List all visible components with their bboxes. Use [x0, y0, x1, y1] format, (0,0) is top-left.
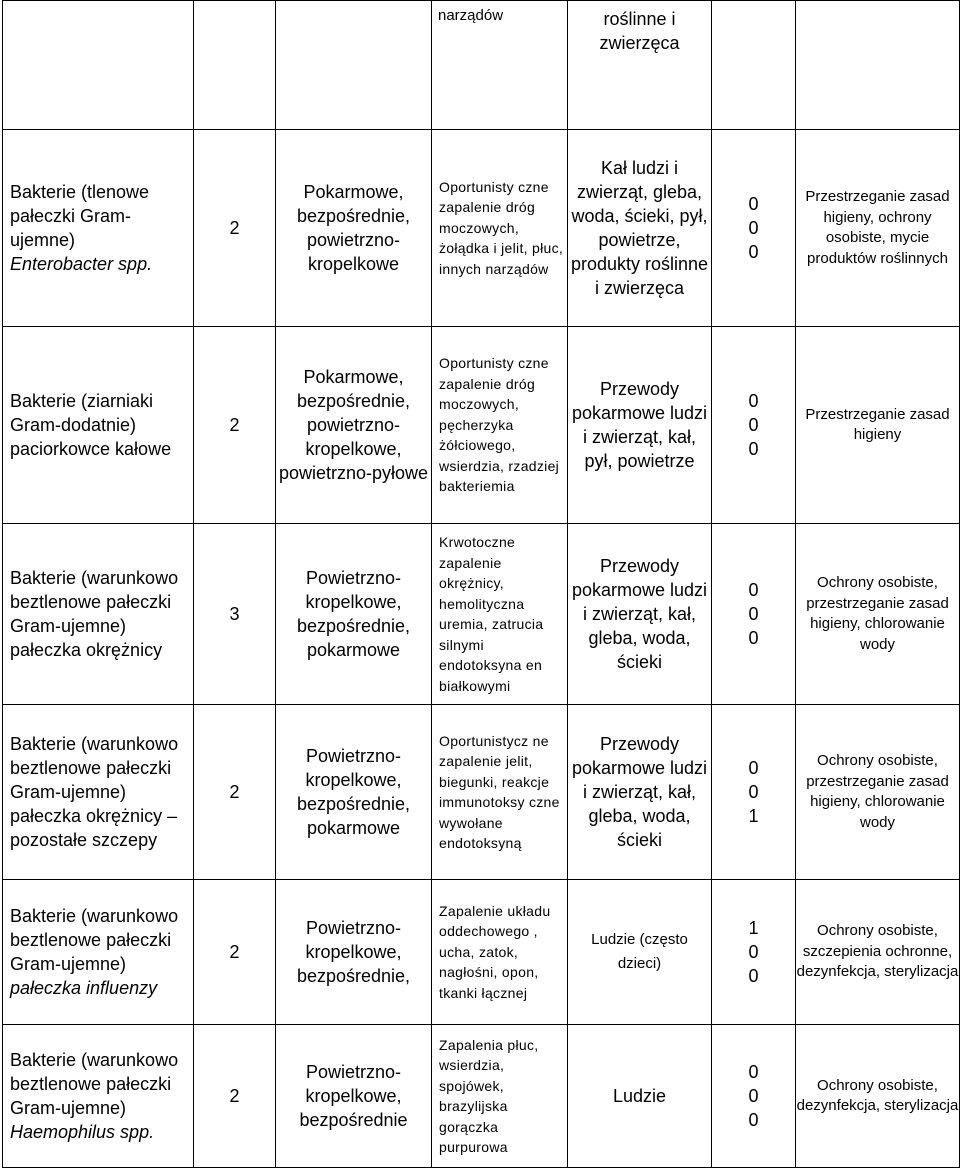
indicator-cell: 0 0 0 — [712, 130, 796, 327]
prevention-cell: Ochrony osobiste, dezynfekcja, sterylizacja — [796, 1025, 960, 1168]
cell-blank — [276, 1, 432, 130]
risk-group-cell: 2 — [194, 705, 276, 880]
hazard-table — [2, 0, 960, 1168]
table-row — [3, 1025, 960, 1168]
risk-group-cell: 2 — [194, 327, 276, 524]
disease-cell: Oportunisty czne zapalenie dróg moczowych, żołądka i jelit, płuc, innych narządów — [432, 130, 568, 327]
transmission-route-cell: Powietrzno-kropelkowe, bezpośrednie, pokarmowe — [276, 705, 432, 880]
table-row — [3, 327, 960, 524]
prevention-cell: Ochrony osobiste, przestrzeganie zasad higieny, chlorowanie wody — [796, 524, 960, 705]
cell-blank — [194, 1, 276, 130]
risk-group-cell: 2 — [194, 1025, 276, 1168]
table-row — [3, 705, 960, 880]
cell-blank — [796, 1, 960, 130]
prevention-cell: Przestrzeganie zasad higieny — [796, 327, 960, 524]
agent-cell — [3, 880, 194, 1025]
agent-cell — [3, 1025, 194, 1168]
indicator-cell: 0 0 1 — [712, 705, 796, 880]
table-row — [3, 130, 960, 327]
source-cell: Ludzie (często dzieci) — [568, 880, 712, 1025]
prevention-cell: Ochrony osobiste, szczepienia ochronne, dezynfekcja, sterylizacja — [796, 880, 960, 1025]
agent-species: pałeczka influenzy — [10, 978, 158, 998]
cell-blank — [3, 1, 194, 130]
source-cell: Ludzie — [568, 1025, 712, 1168]
table-row — [3, 524, 960, 705]
agent-cell: Bakterie (warunkowo beztlenowe pałeczki Gram-ujemne) pałeczka okrężnicy — [3, 524, 194, 705]
disease-cell: Oportunistycz ne zapalenie jelit, biegunki, reakcje immunotoksy czne wywołane endotoksyną — [432, 705, 568, 880]
cell-blank — [712, 1, 796, 130]
disease-cell: Krwotoczne zapalenie okrężnicy, hemolityczna uremia, zatrucia silnymi endotoksyna en białkowymi — [432, 524, 568, 705]
indicator-cell: 0 0 0 — [712, 327, 796, 524]
transmission-route-cell: Powietrzno-kropelkowe, bezpośrednie, pokarmowe — [276, 524, 432, 705]
risk-group-cell: 2 — [194, 130, 276, 327]
source-cell: Przewody pokarmowe ludzi i zwierząt, kał, gleba, woda, ścieki — [568, 705, 712, 880]
agent-name: Bakterie (warunkowo beztlenowe pałeczki Gram-ujemne) — [10, 1050, 179, 1118]
table-row — [3, 880, 960, 1025]
agent-name: Bakterie (warunkowo beztlenowe pałeczki Gram-ujemne) — [10, 906, 179, 974]
risk-group-cell: 2 — [194, 880, 276, 1025]
table-row-continuation — [3, 1, 960, 130]
source-cell: Przewody pokarmowe ludzi i zwierząt, kał, pył, powietrze — [568, 327, 712, 524]
indicator-cell: 0 0 0 — [712, 1025, 796, 1168]
agent-species: Haemophilus spp. — [10, 1122, 155, 1142]
agent-cell — [3, 130, 194, 327]
source-cell: roślinne i zwierzęca — [568, 1, 712, 130]
indicator-cell: 1 0 0 — [712, 880, 796, 1025]
transmission-route-cell: Powietrzno-kropelkowe, bezpośrednie — [276, 1025, 432, 1168]
disease-cell: narządów — [432, 1, 568, 130]
source-cell: Kał ludzi i zwierząt, gleba, woda, ścieki, pył, powietrze, produkty roślinne i zwierzęca — [568, 130, 712, 327]
disease-cell: Oportunisty czne zapalenie dróg moczowych, pęcherzyka żółciowego, wsierdzia, rzadziej bakteriemia — [432, 327, 568, 524]
agent-name: Bakterie (tlenowe pałeczki Gram-ujemne) — [10, 182, 150, 250]
prevention-cell: Ochrony osobiste, przestrzeganie zasad higieny, chlorowanie wody — [796, 705, 960, 880]
agent-cell: Bakterie (ziarniaki Gram-dodatnie) paciorkowce kałowe — [3, 327, 194, 524]
agent-species: Enterobacter spp. — [10, 254, 153, 274]
source-cell: Przewody pokarmowe ludzi i zwierząt, kał, gleba, woda, ścieki — [568, 524, 712, 705]
indicator-cell: 0 0 0 — [712, 524, 796, 705]
transmission-route-cell: Powietrzno-kropelkowe, bezpośrednie, — [276, 880, 432, 1025]
agent-cell: Bakterie (warunkowo beztlenowe pałeczki Gram-ujemne) pałeczka okrężnicy – pozostałe szczepy — [3, 705, 194, 880]
prevention-cell: Przestrzeganie zasad higieny, ochrony osobiste, mycie produktów roślinnych — [796, 130, 960, 327]
risk-group-cell: 3 — [194, 524, 276, 705]
transmission-route-cell: Pokarmowe, bezpośrednie, powietrzno-kropelkowe — [276, 130, 432, 327]
disease-cell: Zapalenia płuc, wsierdzia, spojówek, brazylijska gorączka purpurowa — [432, 1025, 568, 1168]
transmission-route-cell: Pokarmowe, bezpośrednie, powietrzno-kropelkowe, powietrzno-pyłowe — [276, 327, 432, 524]
disease-cell: Zapalenie układu oddechowego , ucha, zatok, nagłośni, opon, tkanki łącznej — [432, 880, 568, 1025]
